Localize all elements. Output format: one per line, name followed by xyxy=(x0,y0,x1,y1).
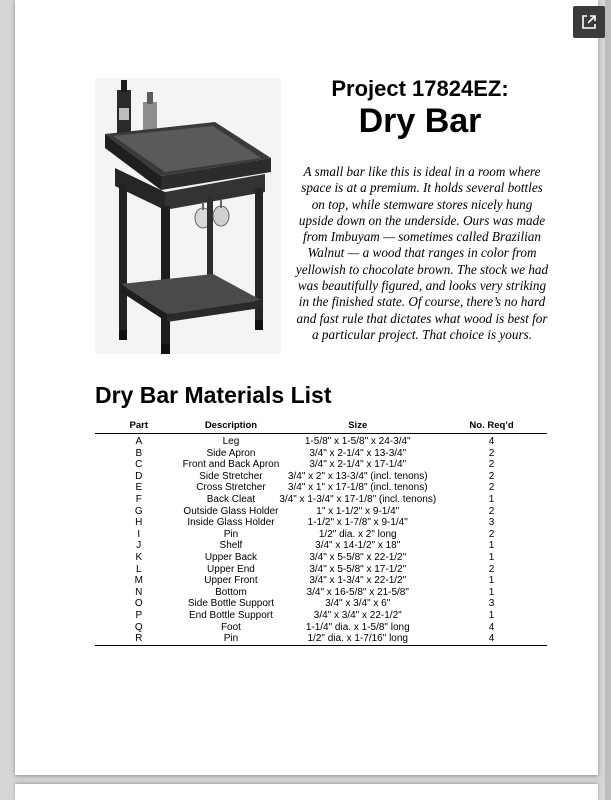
cell-part: L xyxy=(136,563,142,575)
cell-size: 1-5/8" x 1-5/8" x 24-3/4" xyxy=(304,436,411,447)
cell-qty: 4 xyxy=(488,633,495,645)
cell-part: J xyxy=(136,540,142,552)
cell-description: Leg xyxy=(222,436,240,447)
cell-size: 1" x 1-1/2" x 9-1/4" xyxy=(316,505,400,517)
column-header-qty: No. Req’d xyxy=(436,419,547,434)
popout-button[interactable] xyxy=(573,6,605,38)
cell-description: Side Bottle Support xyxy=(187,598,275,610)
cell-description: Upper End xyxy=(207,563,255,575)
scrollbar[interactable] xyxy=(605,0,611,800)
table-row xyxy=(95,529,547,541)
table-row xyxy=(95,564,547,576)
cell-qty: 4 xyxy=(488,436,495,447)
cell-size: 1/2" dia. x 1-7/16" long xyxy=(307,633,408,645)
cell-size: 3/4" x 2-1/4" x 13-3/4" xyxy=(309,447,407,459)
cell-part: B xyxy=(135,447,143,459)
cell-part: N xyxy=(135,586,143,598)
cell-part: R xyxy=(135,633,143,645)
cell-qty: 1 xyxy=(488,609,495,621)
table-row xyxy=(95,482,547,494)
cell-part: C xyxy=(135,459,143,471)
cell-description: End Bottle Support xyxy=(188,609,273,621)
column-header-description: Description xyxy=(183,419,280,434)
cell-qty: 2 xyxy=(488,482,495,494)
cell-description: Back Cleat xyxy=(206,493,256,505)
cell-qty: 2 xyxy=(488,563,495,575)
column-header-part: Part xyxy=(95,419,183,434)
table-row xyxy=(95,610,547,622)
table-row xyxy=(95,459,547,471)
cell-size: 3/4" x 5-5/8" x 22-1/2" xyxy=(309,551,407,563)
cell-part: H xyxy=(135,517,143,529)
cell-description: Inside Glass Holder xyxy=(187,517,275,529)
cell-size: 1/2" dia. x 2" long xyxy=(318,528,397,540)
cell-qty: 3 xyxy=(488,598,495,610)
cell-size: 1-1/4" dia. x 1-5/8" long xyxy=(305,621,410,633)
cell-description: Cross Stretcher xyxy=(196,482,266,494)
materials-table xyxy=(95,419,547,646)
cell-description: Foot xyxy=(220,621,241,633)
cell-description: Front and Back Apron xyxy=(182,459,280,471)
cell-part: D xyxy=(135,470,143,482)
table-row xyxy=(95,434,547,448)
open-in-new-window-icon xyxy=(581,14,597,30)
cell-description: Upper Back xyxy=(204,551,258,563)
cell-description: Outside Glass Holder xyxy=(183,505,279,517)
cell-qty: 2 xyxy=(488,447,495,459)
cell-part: M xyxy=(134,575,143,587)
cell-description: Bottom xyxy=(215,586,247,598)
cell-description: Side Stretcher xyxy=(199,470,263,482)
table-row xyxy=(95,517,547,529)
table-row xyxy=(95,552,547,564)
cell-part: A xyxy=(135,436,143,447)
table-bottom-rule xyxy=(95,645,547,646)
cell-size: 3/4" x 16-5/8" x 21-5/8" xyxy=(306,586,409,598)
table-row xyxy=(95,494,547,506)
cell-description: Side Apron xyxy=(206,447,256,459)
cell-size: 3/4" x 1-3/4" x 22-1/2" xyxy=(309,575,407,587)
cell-part: K xyxy=(135,551,143,563)
cell-size: 1-1/2" x 1-7/8" x 9-1/4" xyxy=(307,517,408,529)
table-row xyxy=(95,471,547,483)
cell-size: 3/4" x 5-5/8" x 17-1/2" xyxy=(309,563,407,575)
table-row xyxy=(95,540,547,552)
project-description: A small bar like this is ideal in a room where space is at a premium. It holds several bottles on top, while stemware stores nicely hung upside down on the underside. Ours was made from Imbuyam — sometimes called Brazilian Walnut — a wood that ranges in color from yellowish to chocolate brown. The stock we had was beautifully figured, and looks very striking in the finished state. Of course, there’s no hard and fast rule that dictates what wood is best for a particular project. That choice is yours. xyxy=(295,164,549,342)
table-header-row xyxy=(95,419,547,434)
cell-description: Upper Front xyxy=(204,575,258,587)
cell-qty: 1 xyxy=(488,493,495,505)
cell-qty: 1 xyxy=(488,540,495,552)
cell-description: Pin xyxy=(223,633,239,645)
cell-part: Q xyxy=(134,621,143,633)
cell-qty: 1 xyxy=(488,575,495,587)
cell-part: F xyxy=(135,493,142,505)
table-row xyxy=(95,633,547,645)
cell-qty: 1 xyxy=(488,586,495,598)
cell-size: 3/4" x 1" x 17-1/8" (incl. tenons) xyxy=(287,482,428,494)
cell-qty: 4 xyxy=(488,621,495,633)
cell-size: 3/4" x 3/4" x 22-1/2" xyxy=(313,609,402,621)
cell-part: P xyxy=(135,609,143,621)
table-row xyxy=(95,506,547,518)
cell-size: 3/4" x 1-3/4" x 17-1/8" (incl. tenons) xyxy=(279,493,437,505)
cell-qty: 2 xyxy=(488,459,495,471)
cell-part: O xyxy=(134,598,143,610)
table-row xyxy=(95,587,547,599)
cell-part: G xyxy=(134,505,143,517)
column-header-size: Size xyxy=(279,419,436,434)
project-number: Project 17824EZ: xyxy=(331,76,509,101)
cell-size: 3/4" x 2" x 13-3/4" (incl. tenons) xyxy=(287,470,428,482)
cell-qty: 2 xyxy=(488,470,495,482)
cell-qty: 1 xyxy=(488,551,495,563)
document-page xyxy=(15,0,598,775)
table-row xyxy=(95,575,547,587)
cell-size: 3/4" x 3/4" x 6" xyxy=(325,598,391,610)
cell-qty: 3 xyxy=(488,517,495,529)
cell-size: 3/4" x 14-1/2" x 18" xyxy=(315,540,401,552)
cell-qty: 2 xyxy=(488,505,495,517)
cell-size: 3/4" x 2-1/4" x 17-1/4" xyxy=(309,459,407,471)
project-title: Dry Bar xyxy=(358,102,482,140)
cell-part: E xyxy=(135,482,143,494)
cell-description: Pin xyxy=(223,528,239,540)
materials-list-heading: Dry Bar Materials List xyxy=(95,382,332,408)
table-row xyxy=(95,448,547,460)
table-row xyxy=(95,622,547,634)
dry-bar-photo xyxy=(95,78,281,354)
next-page-edge xyxy=(15,784,598,800)
cell-part: I xyxy=(137,528,141,540)
cell-qty: 2 xyxy=(488,528,495,540)
cell-description: Shelf xyxy=(219,540,243,552)
table-row xyxy=(95,598,547,610)
